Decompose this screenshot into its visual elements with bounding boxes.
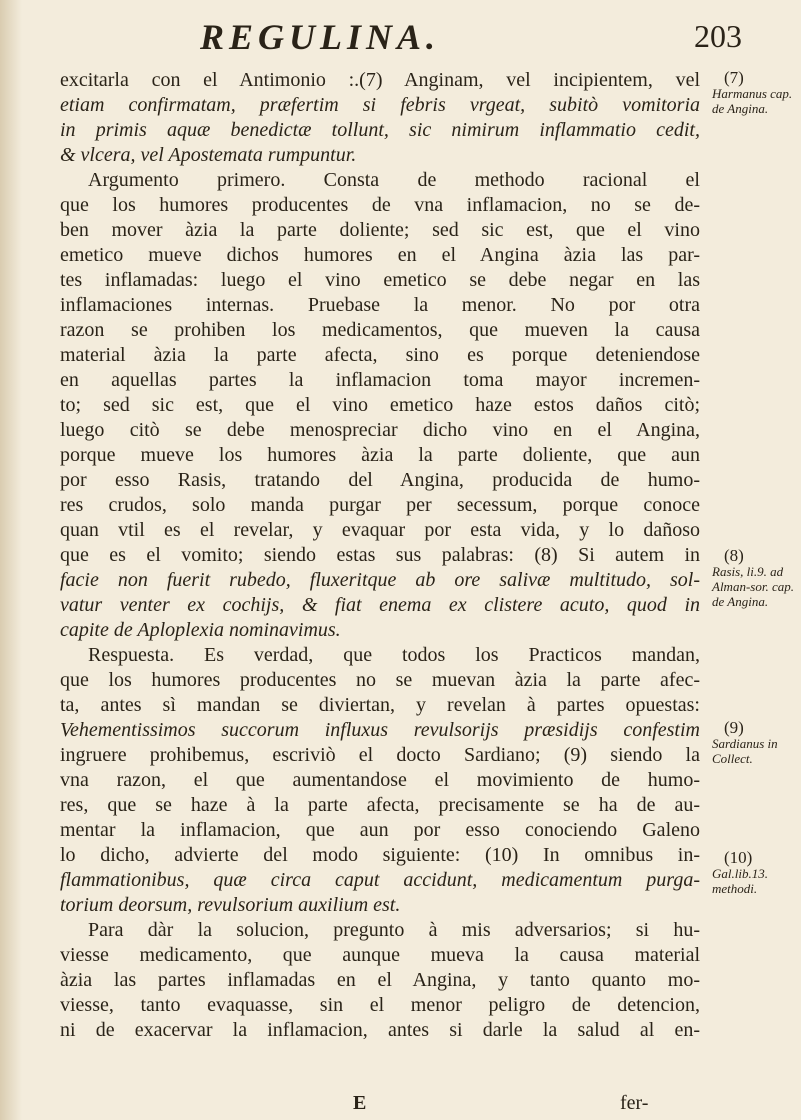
text-line: res crudos, solo manda purgar per secessum, porque conoce — [60, 494, 700, 516]
text-line: emetico mueve dichos humores en el Angina àzia las par- — [60, 244, 700, 266]
note-number: (7) — [724, 68, 744, 87]
note-text: Harmanus cap. de Angina. — [712, 86, 793, 116]
text-line: etiam confirmatam, præfertim si febris vrgeat, subitò vomitoria — [60, 94, 700, 116]
page-number: 203 — [694, 18, 742, 54]
text-line: ni de exacervar la inflamacion, antes si darle la salud al en- — [60, 1019, 700, 1041]
text-line: res, que se haze à la parte afecta, precisamente se ha de au- — [60, 794, 700, 816]
text-line: capite de Aplοplexia nominavimus. — [60, 619, 341, 641]
note-number: (10) — [724, 848, 753, 867]
body-text — [60, 68, 700, 1043]
catchword: fer- — [620, 1092, 649, 1114]
text-line: viesse, tanto evaquasse, sin el menor peligro de detencion, — [60, 994, 700, 1016]
text-line: flammationibus, quæ circa caput accidunt, medicamentum purga- — [60, 869, 700, 891]
text-line: material àzia la parte afecta, sino es porque deteniendose — [60, 344, 700, 366]
text-line: tes inflamadas: luego el vino emetico se debe negar en las — [60, 269, 700, 291]
text-line: àzia las partes inflamadas en el Angina, y tanto quanto mo- — [60, 969, 700, 991]
text-line: vna razon, el que aumentandose el movimiento de humo- — [60, 769, 700, 791]
text-line: mentar la inflamacion, que aun por esso conociendo Galeno — [60, 819, 700, 841]
marginal-note — [712, 720, 798, 766]
text-line: que los humores producentes de vna inflamacion, no se de- — [60, 194, 700, 216]
text-line: Respuesta. Es verdad, que todos los Practicos mandan, — [88, 644, 700, 666]
text-line: Para dàr la solucion, pregunto à mis adversarios; si hu- — [88, 919, 700, 941]
note-text: Sardianus in Collect. — [712, 736, 778, 766]
text-line: ingruere prohibemus, escriviò el docto Sardiano; (9) siendo la — [60, 744, 700, 766]
text-line: luego citò se debe menospreciar dicho vino en el Angina, — [60, 419, 700, 441]
note-number: (8) — [724, 546, 744, 565]
marginal-note — [712, 70, 798, 116]
text-line: por esso Rasis, tratando del Angina, producida de humo- — [60, 469, 700, 491]
page-header — [0, 6, 801, 62]
text-line: que es el vomito; siendo estas sus palabras: (8) Si autem in — [60, 544, 700, 566]
text-line: viesse medicamento, que aunque mueva la causa material — [60, 944, 700, 966]
text-line: lo dicho, advierte del modo siguiente: (10) In omnibus in- — [60, 844, 700, 866]
text-line: razon se prohiben los medicamentos, que mueven la causa — [60, 319, 700, 341]
text-line: & vlcera, vel Apostemata rumpuntur. — [60, 144, 357, 166]
text-line: quan vtil es el revelar, y evaquar por esta vida, y lo dañoso — [60, 519, 700, 541]
text-line: in primis aquæ benedictæ tollunt, sic nimirum inflammatio cedit, — [60, 119, 700, 141]
signature-mark: E — [353, 1092, 367, 1114]
text-line: ben mover àzia la parte doliente; sed sic est, que el vino — [60, 219, 700, 241]
text-line: que los humores producentes no se muevan àzia la parte afec- — [60, 669, 700, 691]
text-line: facie non fuerit rubedo, fluxeritque ab ore salivæ multitudo, sol- — [60, 569, 700, 591]
note-text: Rasis, li.9. ad Alman-sor. cap. de Angina. — [712, 564, 794, 609]
text-line: inflamaciones internas. Pruebase la menor. No por otra — [60, 294, 700, 316]
text-line: Vehementissimos succorum influxus revulsorijs præsidijs confestim — [60, 719, 700, 741]
binding-shadow — [0, 0, 22, 1120]
text-line: excitarla con el Antimonio :.(7) Anginam, vel incipientem, vel — [60, 69, 700, 91]
note-number: (9) — [724, 718, 744, 737]
text-line: en aquellas partes la inflamacion toma mayor incremen- — [60, 369, 700, 391]
text-line: vatur venter ex cochijs, & fiat enema ex clistere acuto, quod in — [60, 594, 700, 616]
note-text: Gal.lib.13. methodi. — [712, 866, 768, 896]
text-line: ta, antes sì mandan se diviertan, y revelan à partes opuestas: — [60, 694, 700, 716]
marginal-note — [712, 850, 798, 896]
text-line: Argumento primero. Consta de methodo racional el — [88, 169, 700, 191]
running-head: REGULINA. — [200, 17, 441, 57]
text-line: porque mueve los humores àzia la parte doliente, que aun — [60, 444, 700, 466]
text-line: to; sed sic est, que el vino emetico haze estos daños citò; — [60, 394, 700, 416]
marginal-note — [712, 548, 798, 609]
text-line: torium deorsum, revulsorium auxilium est. — [60, 894, 401, 916]
